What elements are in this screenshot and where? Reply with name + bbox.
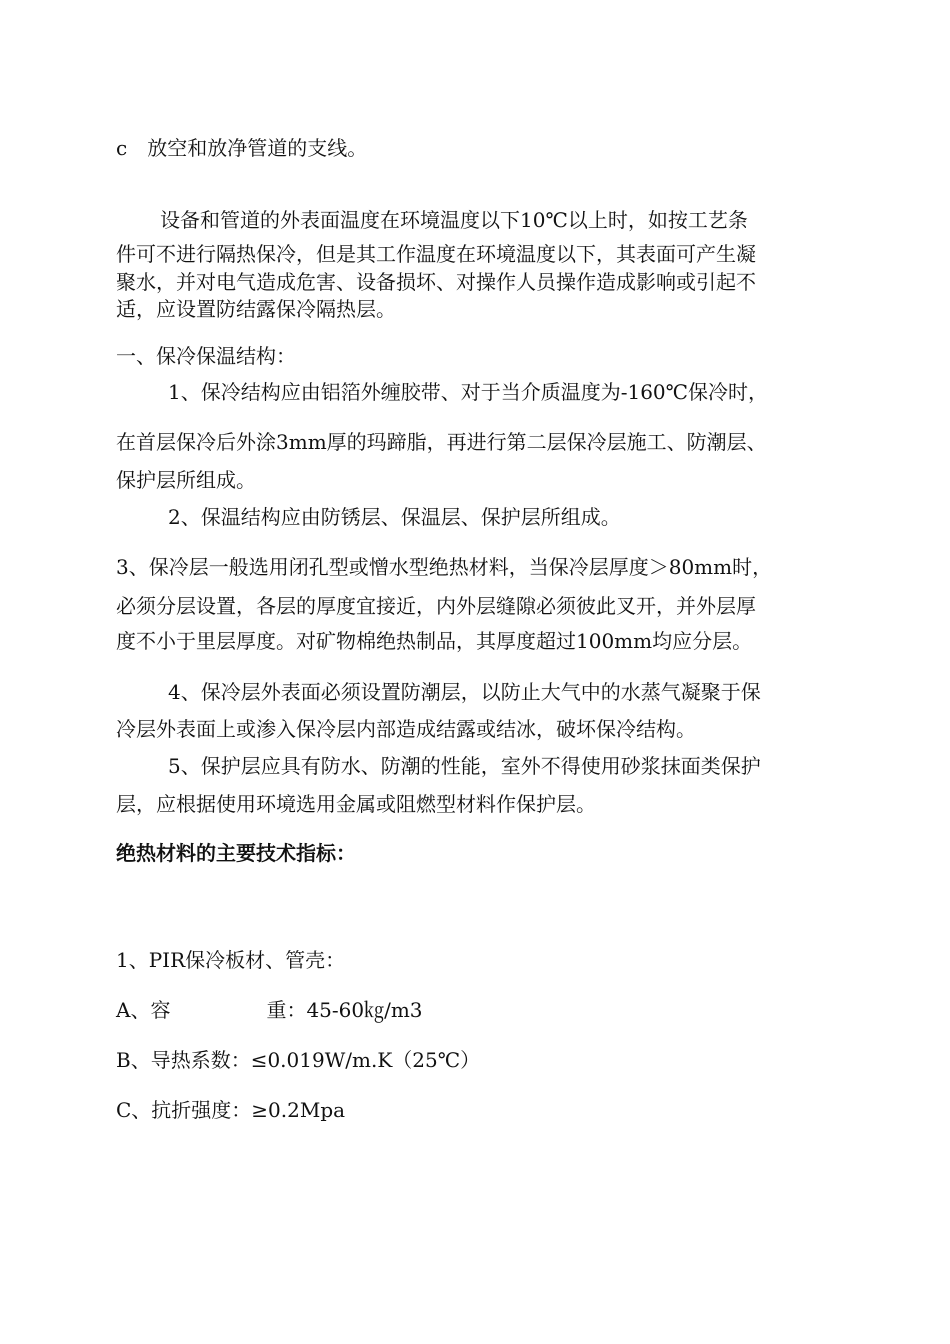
paragraph-line: 适，应设置防结露保冷隔热层。 [116,297,396,321]
item-3-line: 3、保冷层一般选用闭孔型或憎水型绝热材料，当保冷层厚度＞80mm时， [116,555,773,579]
item-4-line: 冷层外表面上或渗入保冷层内部造成结露或结冰，破坏保冷结构。 [116,717,696,741]
item-5-line: 5、保护层应具有防水、防潮的性能，室外不得使用砂浆抹面类保护 [168,754,761,778]
item-5-line: 层，应根据使用环境选用金属或阻燃型材料作保护层。 [116,792,596,816]
item-3-line: 必须分层设置，各层的厚度宜接近，内外层缝隙必须彼此叉开，并外层厚 [116,594,756,618]
spec-density [116,996,423,1024]
paragraph-line: 聚水，并对电气造成危害、设备损坏、对操作人员操作造成影响或引起不 [116,270,756,294]
spec-density-label: A、容 [116,998,171,1022]
pir-title: 1、PIR保冷板材、管壳： [116,948,346,972]
item-4-line: 4、保冷层外表面必须设置防潮层，以防止大气中的水蒸气凝聚于保 [168,680,761,704]
spec-conductivity: B、导热系数：≤0.019W/m.K（25℃） [116,1048,481,1072]
item-1-line: 保护层所组成。 [116,468,256,492]
item-2-line: 2、保温结构应由防锈层、保温层、保护层所组成。 [168,505,621,529]
spec-flexural-strength: C、抗折强度：≥0.2Mpa [116,1098,346,1122]
item-3-line: 度不小于里层厚度。对矿物棉绝热制品，其厚度超过100mm均应分层。 [116,629,753,653]
item-1-line: 1、保冷结构应由铝箔外缠胶带、对于当介质温度为-160℃保冷时， [168,380,769,404]
paragraph-line: 设备和管道的外表面温度在环境温度以下10℃以上时，如按工艺条 [160,208,748,232]
item-1-line: 在首层保冷后外涂3mm厚的玛蹄脂，再进行第二层保冷层施工、防潮层、 [116,430,767,454]
item-c-line: c 放空和放净管道的支线。 [116,136,368,160]
paragraph-line: 件可不进行隔热保冷，但是其工作温度在环境温度以下，其表面可产生凝 [116,242,756,266]
specs-heading: 绝热材料的主要技术指标： [116,841,356,865]
section-heading: 一、保冷保温结构： [116,344,296,368]
spec-density-value: 重：45-60㎏/m3 [266,998,423,1022]
